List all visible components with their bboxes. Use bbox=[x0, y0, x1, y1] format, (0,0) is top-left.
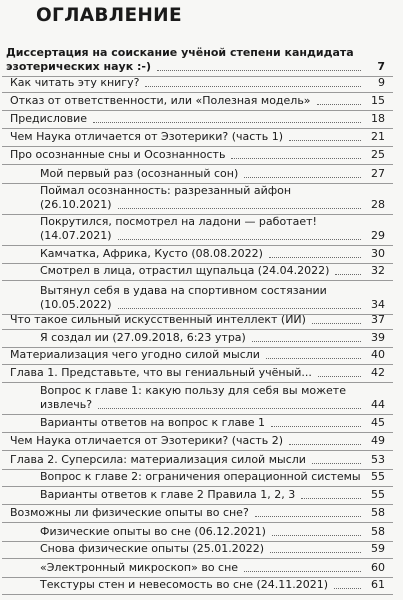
toc-entry-page: 59 bbox=[371, 542, 385, 555]
leader-dots bbox=[118, 308, 361, 309]
leader-dots bbox=[266, 358, 361, 359]
leader-dots bbox=[244, 177, 361, 178]
toc-entry-page: 44 bbox=[371, 398, 385, 411]
toc-entry-page: 55 bbox=[371, 488, 385, 501]
toc-entry-page: 30 bbox=[371, 247, 385, 260]
toc-entry-page: 49 bbox=[371, 434, 385, 447]
toc-entry-page: 39 bbox=[371, 331, 385, 344]
leader-dots bbox=[98, 408, 361, 409]
entry-separator bbox=[2, 128, 393, 129]
toc-entry-page: 58 bbox=[371, 525, 385, 538]
leader-dots bbox=[289, 140, 361, 141]
toc-entry-title: Варианты ответов на вопрос к главе 1 bbox=[40, 416, 265, 429]
leader-dots bbox=[252, 341, 361, 342]
leader-dots bbox=[118, 208, 361, 209]
toc-entry-title: Диссертация на соискание учёной степени кандидата bbox=[6, 46, 354, 59]
leader-dots bbox=[269, 257, 361, 258]
toc-entry-title: Вопрос к главе 1: какую пользу для себя вы можете bbox=[40, 384, 346, 397]
toc-entry-page: 32 bbox=[371, 264, 385, 277]
toc-entry-title: Что такое сильный искусственный интеллект (ИИ) bbox=[10, 313, 306, 326]
entry-separator bbox=[2, 432, 393, 433]
leader-dots bbox=[272, 535, 361, 536]
leader-dots bbox=[301, 498, 361, 499]
page-title: ОГЛАВЛЕНИЕ bbox=[36, 5, 182, 26]
entry-separator bbox=[2, 76, 393, 77]
leader-dots bbox=[289, 444, 361, 445]
toc-entry-title: Снова физические опыты (25.01.2022) bbox=[40, 542, 265, 555]
entry-separator bbox=[2, 541, 393, 542]
entry-separator bbox=[2, 314, 393, 315]
toc-entry-title: Вопрос к главе 2: ограничения операционной системы bbox=[40, 470, 361, 483]
leader-dots bbox=[145, 86, 361, 87]
toc-entry-title: Глава 1. Представьте, что вы гениальный учёный... bbox=[10, 366, 312, 379]
toc-entry-title: Глава 2. Суперсила: материализация силой мысли bbox=[10, 453, 306, 466]
entry-separator bbox=[2, 164, 393, 165]
toc-entry-title: «Электронный микроскоп» во сне bbox=[40, 561, 239, 574]
entry-separator bbox=[2, 364, 393, 365]
entry-separator bbox=[2, 110, 393, 111]
toc-entry-page: 45 bbox=[371, 416, 385, 429]
toc-entry-page: 37 bbox=[371, 313, 385, 326]
leader-dots bbox=[312, 463, 361, 464]
toc-entry-page: 18 bbox=[371, 112, 385, 125]
toc-entry-page: 55 bbox=[371, 470, 385, 483]
toc-entry-page: 58 bbox=[371, 506, 385, 519]
toc-entry-title-cont: (26.10.2021) bbox=[40, 198, 112, 211]
toc-entry-title: Вытянул себя в удава на спортивном состязании bbox=[40, 284, 327, 297]
entry-separator bbox=[2, 245, 393, 246]
leader-dots bbox=[118, 239, 361, 240]
entry-separator bbox=[2, 414, 393, 415]
toc-entry-title: Чем Наука отличается от Эзотерики? (часть 2) bbox=[10, 434, 283, 447]
leader-dots bbox=[93, 122, 361, 123]
toc-entry-page: 53 bbox=[371, 453, 385, 466]
entry-separator bbox=[2, 450, 393, 451]
toc-entry-page: 27 bbox=[371, 167, 385, 180]
toc-entry-title: Про осознанные сны и Осознанность bbox=[10, 148, 226, 161]
toc-entry-title: Физические опыты во сне (06.12.2021) bbox=[40, 525, 266, 538]
toc-entry-page: 42 bbox=[371, 366, 385, 379]
toc-entry-title: Поймал осознанность: разрезанный айфон bbox=[40, 184, 292, 197]
leader-dots bbox=[231, 158, 361, 159]
toc-entry-page: 40 bbox=[371, 348, 385, 361]
toc-entry-title: Мой первый раз (осознанный сон) bbox=[40, 167, 239, 180]
entry-separator bbox=[2, 469, 393, 470]
toc-entry-page: 60 bbox=[371, 561, 385, 574]
toc-entry-title: Покрутился, посмотрел на ладони — работает! bbox=[40, 215, 317, 228]
leader-dots bbox=[244, 571, 361, 572]
toc-entry-page: 29 bbox=[371, 229, 385, 242]
toc-entry-page: 7 bbox=[377, 60, 385, 73]
entry-separator bbox=[2, 183, 393, 184]
entry-separator bbox=[2, 347, 393, 348]
toc-entry-title: Чем Наука отличается от Эзотерики? (часть 1) bbox=[10, 130, 283, 143]
entry-separator bbox=[2, 486, 393, 487]
toc-entry-title: Я создал ии (27.09.2018, 6:23 утра) bbox=[40, 331, 246, 344]
leader-dots bbox=[312, 323, 361, 324]
entry-separator bbox=[2, 280, 393, 281]
leader-dots bbox=[157, 70, 361, 71]
leader-dots bbox=[270, 552, 361, 553]
entry-separator bbox=[2, 504, 393, 505]
toc-entry-title: Как читать эту книгу? bbox=[10, 76, 140, 89]
toc-entry-title: Материализация чего угодно силой мысли bbox=[10, 348, 260, 361]
toc-entry-title: Возможны ли физические опыты во сне? bbox=[10, 506, 249, 519]
toc-entry-title: Предисловие bbox=[10, 112, 87, 125]
leader-dots bbox=[255, 516, 361, 517]
entry-separator bbox=[2, 382, 393, 383]
leader-dots bbox=[334, 588, 361, 589]
entry-separator bbox=[2, 558, 393, 559]
toc-entry-title-cont: (14.07.2021) bbox=[40, 229, 112, 242]
entry-separator bbox=[2, 263, 393, 264]
toc-entry-title: Варианты ответов к главе 2 Правила 1, 2, 3 bbox=[40, 488, 296, 501]
toc-entry-title-cont: эзотерических наук :-) bbox=[6, 60, 151, 73]
leader-dots bbox=[271, 426, 361, 427]
entry-separator bbox=[2, 594, 393, 595]
toc-entry-title-cont: (10.05.2022) bbox=[40, 298, 112, 311]
toc-entry-page: 9 bbox=[378, 76, 385, 89]
entry-separator bbox=[2, 577, 393, 578]
toc-entry-page: 15 bbox=[371, 94, 385, 107]
toc-entry-title: Отказ от ответственности, или «Полезная модель» bbox=[10, 94, 311, 107]
toc-entry-page: 21 bbox=[371, 130, 385, 143]
toc-entry-title: Смотрел в лица, отрастил щупальца (24.04.2022) bbox=[40, 264, 330, 277]
leader-dots bbox=[335, 274, 361, 275]
toc-entry-title-cont: извлечь? bbox=[40, 398, 93, 411]
entry-separator bbox=[2, 214, 393, 215]
toc-entry-title: Текстуры стен и невесомость во сне (24.11.2021) bbox=[40, 578, 329, 591]
entry-separator bbox=[2, 329, 393, 330]
toc-entry-page: 61 bbox=[371, 578, 385, 591]
toc-entry-page: 34 bbox=[371, 298, 385, 311]
toc-entry-page: 28 bbox=[371, 198, 385, 211]
entry-separator bbox=[2, 522, 393, 523]
entry-separator bbox=[2, 92, 393, 93]
entry-separator bbox=[2, 146, 393, 147]
toc-entry-title: Камчатка, Африка, Кусто (08.08.2022) bbox=[40, 247, 263, 260]
leader-dots bbox=[318, 376, 361, 377]
toc-entry-page: 25 bbox=[371, 148, 385, 161]
leader-dots bbox=[317, 104, 361, 105]
